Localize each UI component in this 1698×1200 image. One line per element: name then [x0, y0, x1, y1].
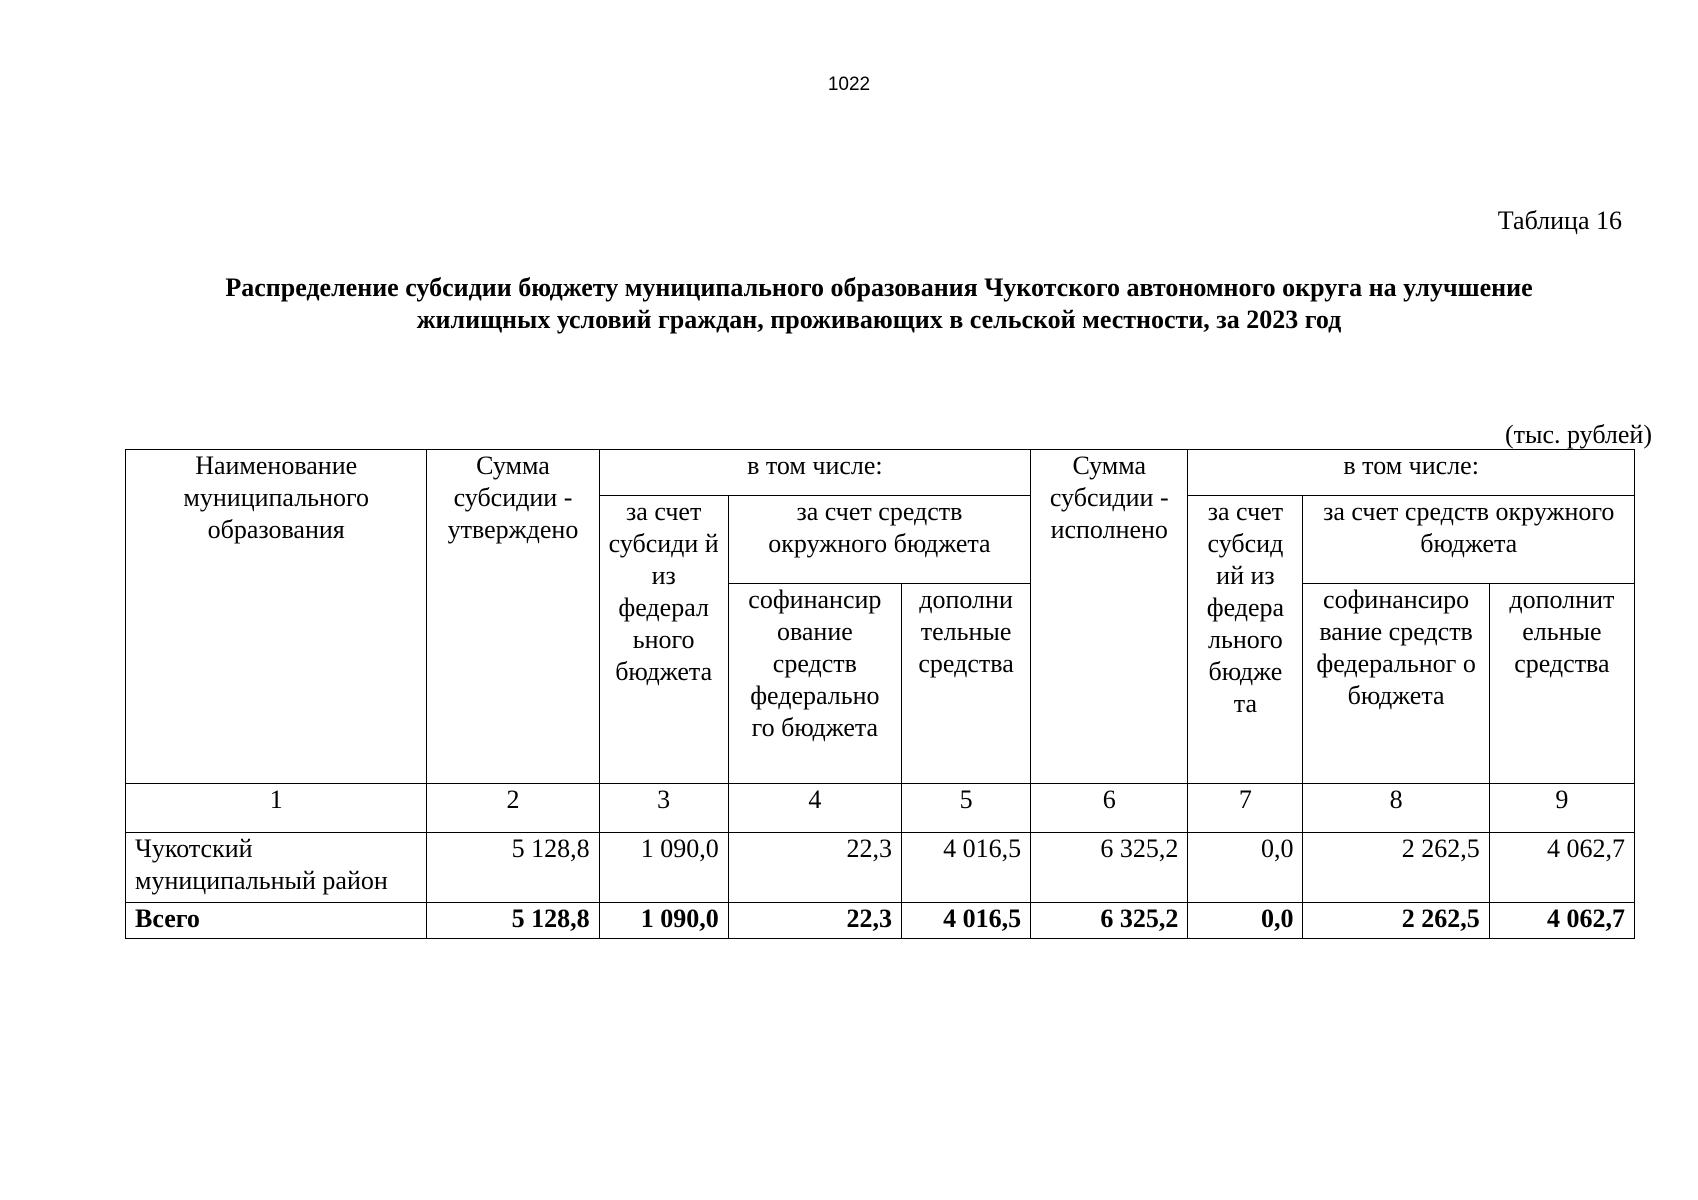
header-approved: Сумма субсидии - утверждено: [427, 450, 599, 784]
column-number-row: [126, 784, 1635, 833]
total-value-cell: 2 262,5: [1303, 903, 1489, 939]
document-title-line: Распределение субсидии бюджету муниципального образования Чукотского автономного округа на улучшение: [225, 273, 1533, 302]
header-executed: Сумма субсидии - исполнено: [1031, 450, 1188, 784]
column-number: 8: [1303, 784, 1489, 833]
document-title: [120, 272, 1638, 336]
table-label: Таблица 16: [1497, 206, 1622, 235]
column-number: 7: [1188, 784, 1303, 833]
page-number: 1022: [827, 74, 871, 95]
header-district-approved: за счет средств окружного бюджета: [728, 496, 1030, 584]
units-label: (тыс. рублей): [1504, 420, 1652, 449]
header-name: Наименование муниципального образования: [126, 450, 427, 784]
total-value-cell: 1 090,0: [599, 903, 728, 939]
municipality-name: Чукотский муниципальный район: [126, 833, 427, 903]
header-including-executed: в том числе:: [1188, 450, 1635, 496]
value-cell: 4 062,7: [1489, 833, 1634, 903]
total-value-cell: 4 016,5: [901, 903, 1030, 939]
column-number: 5: [901, 784, 1030, 833]
total-value-cell: 6 325,2: [1031, 903, 1188, 939]
column-number: 9: [1489, 784, 1634, 833]
column-number: 6: [1031, 784, 1188, 833]
value-cell: 5 128,8: [427, 833, 599, 903]
table-row: [126, 833, 1635, 903]
total-row: [126, 903, 1635, 939]
value-cell: 2 262,5: [1303, 833, 1489, 903]
value-cell: 1 090,0: [599, 833, 728, 903]
column-number: 2: [427, 784, 599, 833]
value-cell: 4 016,5: [901, 833, 1030, 903]
total-label: Всего: [126, 903, 427, 939]
subsidy-distribution-table: [125, 449, 1635, 939]
value-cell: 6 325,2: [1031, 833, 1188, 903]
header-additional-approved: дополни тельные средства: [901, 584, 1030, 784]
value-cell: 22,3: [728, 833, 901, 903]
total-value-cell: 4 062,7: [1489, 903, 1634, 939]
value-cell: 0,0: [1188, 833, 1303, 903]
header-cofinancing-approved: софинансир ование средств федерально го бюджета: [728, 584, 901, 784]
total-value-cell: 0,0: [1188, 903, 1303, 939]
header-cofinancing-executed: софинансиро вание средств федеральног о бюджета: [1303, 584, 1489, 784]
document-title-line: жилищных условий граждан, проживающих в сельской местности, за 2023 год: [416, 305, 1342, 334]
total-value-cell: 22,3: [728, 903, 901, 939]
header-including-approved: в том числе:: [599, 450, 1031, 496]
header-federal-executed: за счет субсид ий из федера льного бюдже та: [1188, 496, 1303, 784]
column-number: 4: [728, 784, 901, 833]
column-number: 1: [126, 784, 427, 833]
column-number: 3: [599, 784, 728, 833]
header-additional-executed: дополнит ельные средства: [1489, 584, 1634, 784]
header-row: [126, 450, 1635, 496]
header-federal-approved: за счет субсиди й из федерал ьного бюджета: [599, 496, 728, 784]
header-district-executed: за счет средств окружного бюджета: [1303, 496, 1635, 584]
total-value-cell: 5 128,8: [427, 903, 599, 939]
